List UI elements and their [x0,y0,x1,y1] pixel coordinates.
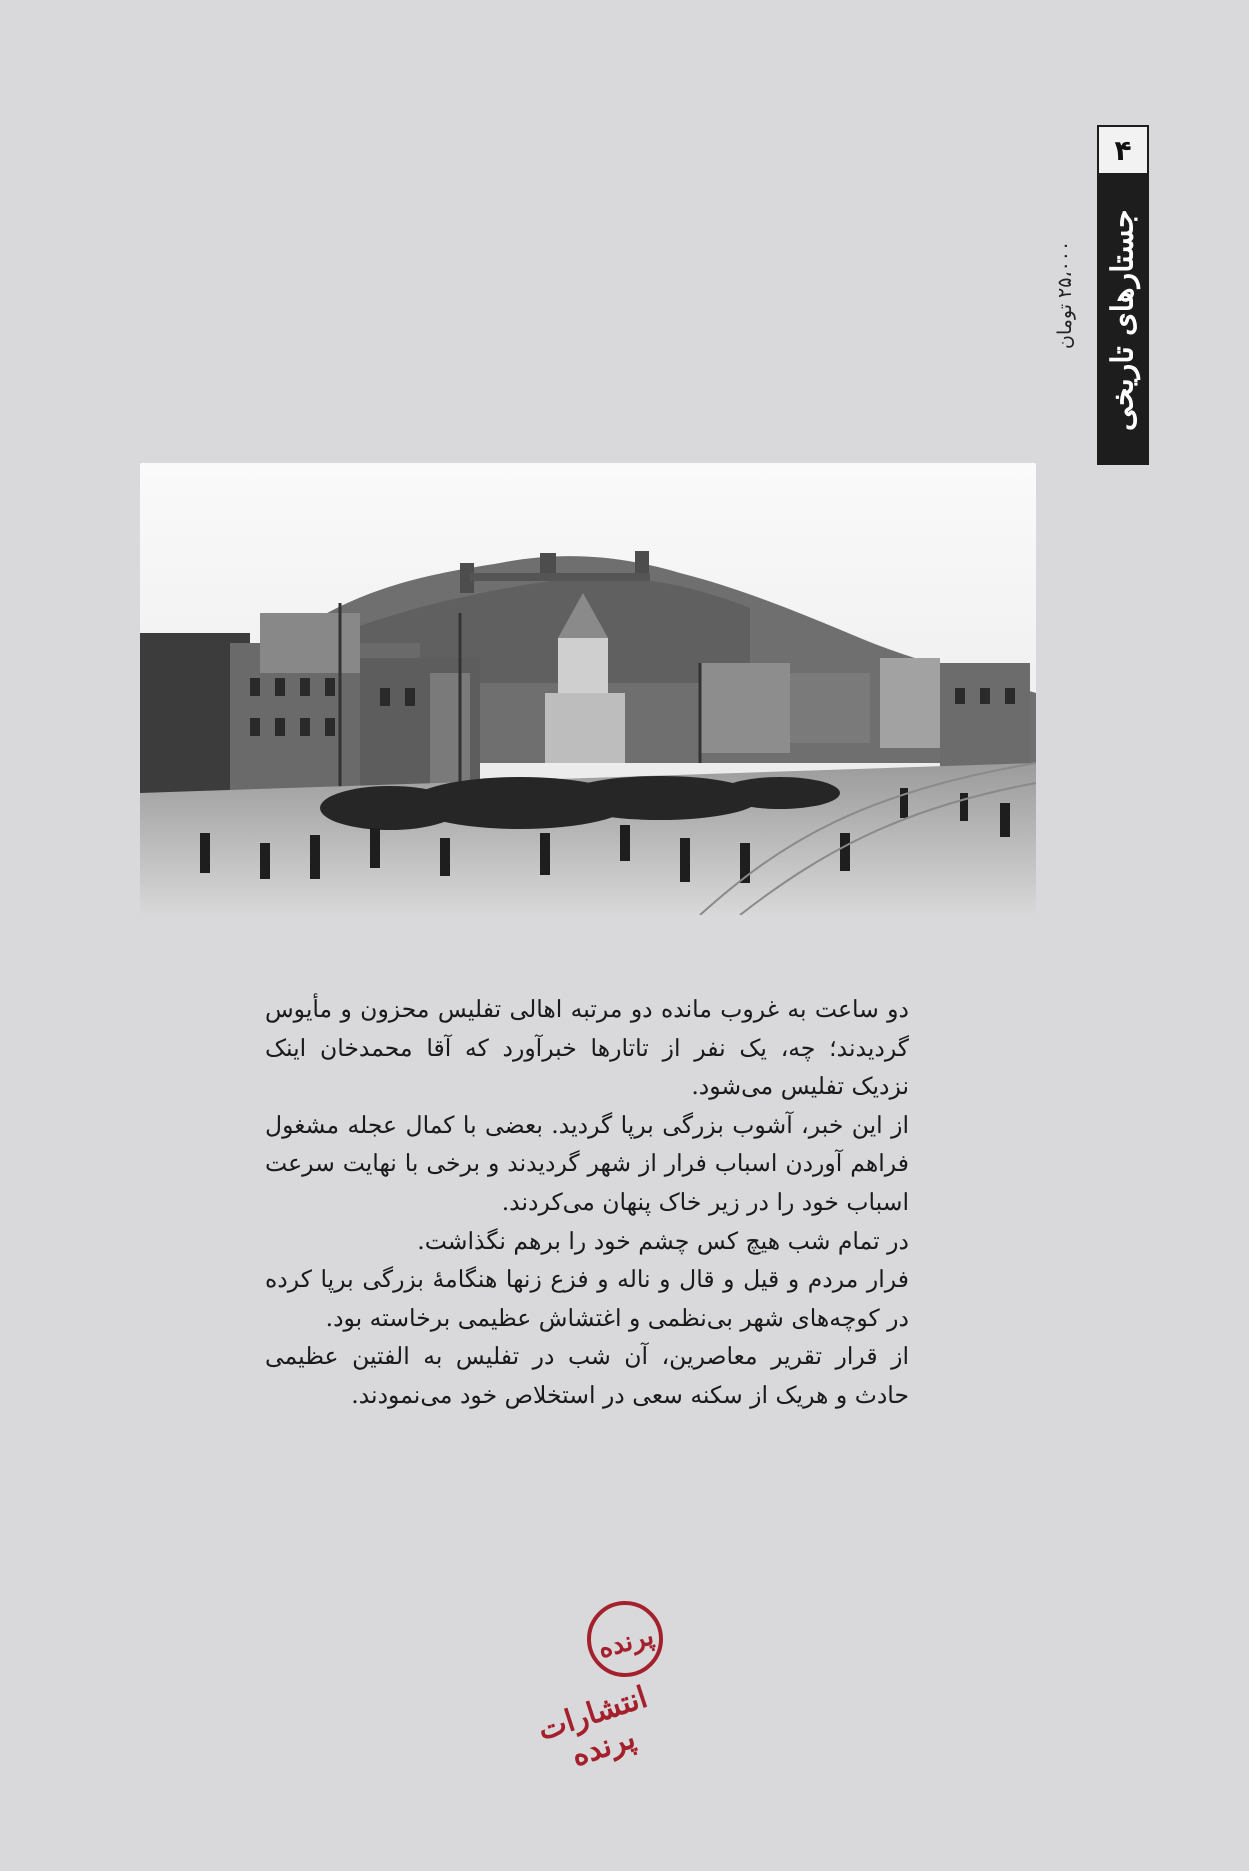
price-label: ۲۵،۰۰۰ تومان [1054,240,1076,350]
excerpt-paragraph: از قرار تقریر معاصرین، آن شب در تفلیس به الفتین عظیمی حادث و هریک از سکنه سعی در استخلاص خود می‌نمودند. [265,1342,909,1409]
publisher-logo-mark: پرنده [595,1621,658,1665]
series-number: ۴ [1099,127,1147,173]
publisher-name: انتشارات پرنده [533,1679,652,1774]
excerpt-paragraph: از این خبر، آشوب بزرگی برپا گردید. بعضی با کمال عجله مشغول فراهم آوردن اسباب فرار از شهر گردیدند و برخی با نهایت سرعت اسباب خود را در زیر خاک پنهان می‌کردند. [265,1110,909,1216]
excerpt-paragraph: در تمام شب هیچ کس چشم خود را برهم نگذاشت. [417,1226,909,1255]
excerpt-paragraph: دو ساعت به غروب مانده دو مرتبه اهالی تفلیس محزون و مأیوس گردیدند؛ چه، یک نفر از تاتارها خبرآورد که آقا محمدخان اینک نزدیک تفلیس می‌شود. [265,995,909,1101]
back-cover-excerpt [265,990,909,1415]
historic-city-photo [140,463,1036,915]
excerpt-paragraph: فرار مردم و قیل و قال و ناله و فزع زنها هنگامهٔ بزرگی برپا کرده در کوچه‌های شهر بی‌نظمی و اغتشاش عظیمی برخاسته بود. [265,1265,909,1332]
series-title: جستارهای تاریخی [1105,209,1141,431]
series-band [1097,125,1149,465]
